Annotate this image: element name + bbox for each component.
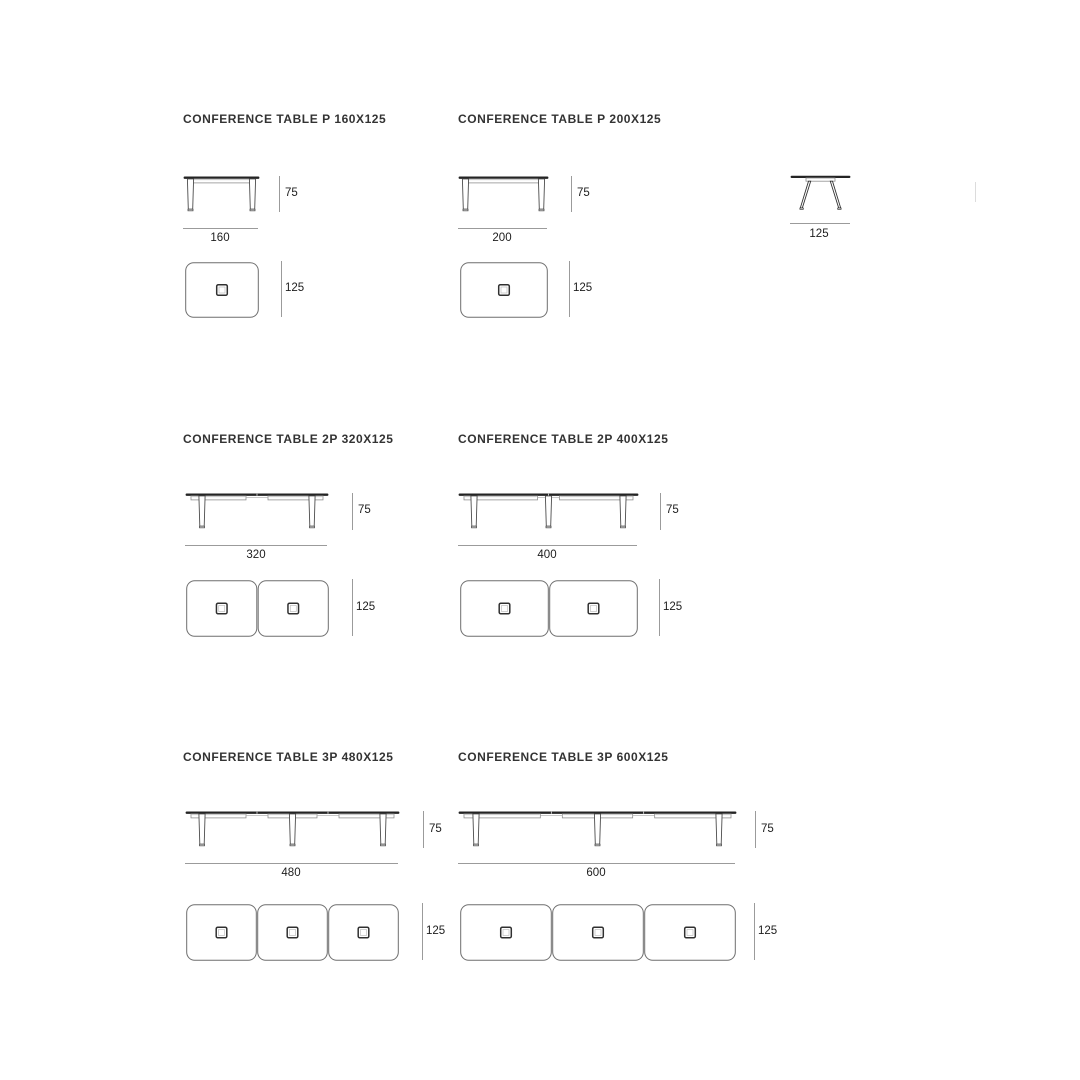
width-dimension-line [458,228,547,229]
depth-dimension-label: 125 [356,601,376,613]
height-dimension-line [423,811,424,848]
section-title: CONFERENCE TABLE 2P 400X125 [458,432,669,446]
depth-dimension-line [422,903,423,960]
height-dimension-line [755,811,756,848]
table-top-view-drawing [185,903,400,962]
width-dimension-label: 600 [586,867,606,879]
section-title: CONFERENCE TABLE P 200X125 [458,112,662,126]
table-top-view-drawing [185,579,330,638]
depth-dimension-line [281,261,282,317]
section-title: CONFERENCE TABLE 3P 480X125 [183,750,394,764]
table-front-elevation-drawing [458,493,639,530]
table-front-elevation-drawing [458,811,737,848]
table-top-view-drawing [459,903,737,962]
height-dimension-label: 75 [577,187,590,199]
height-dimension-label: 75 [666,504,679,516]
stray-mark [975,182,976,202]
width-dimension-label: 480 [281,867,301,879]
width-dimension-line [183,228,258,229]
height-dimension-label: 75 [358,504,371,516]
height-dimension-label: 75 [429,823,442,835]
height-dimension-line [279,176,280,212]
width-dimension-label: 400 [537,549,557,561]
table-front-elevation-drawing [185,811,400,848]
width-dimension-line [185,545,327,546]
width-dimension-label: 160 [210,232,230,244]
width-dimension-line [458,545,637,546]
depth-dimension-label: 125 [573,282,593,294]
width-dimension-label: 320 [246,549,266,561]
depth-dimension-label: 125 [426,925,446,937]
depth-dimension-line [790,223,850,224]
height-dimension-label: 75 [285,187,298,199]
depth-dimension-line [659,579,660,636]
table-front-elevation-drawing [458,176,549,213]
table-front-elevation-drawing [185,493,329,530]
depth-dimension-label: 125 [285,282,305,294]
table-front-elevation-drawing [183,176,260,213]
table-top-view-drawing [459,261,549,319]
depth-dimension-line [352,579,353,636]
width-dimension-line [458,863,735,864]
height-dimension-line [660,493,661,530]
section-title: CONFERENCE TABLE 3P 600X125 [458,750,669,764]
height-dimension-line [571,176,572,212]
height-dimension-line [352,493,353,530]
depth-dimension-label: 125 [758,925,778,937]
width-dimension-line [185,863,398,864]
section-title: CONFERENCE TABLE 2P 320X125 [183,432,394,446]
width-dimension-label: 200 [492,232,512,244]
section-title: CONFERENCE TABLE P 160X125 [183,112,387,126]
depth-dimension-line [754,903,755,960]
depth-dimension-label: 125 [663,601,683,613]
height-dimension-label: 75 [761,823,774,835]
depth-dimension-line [569,261,570,317]
table-side-elevation-drawing [790,175,851,211]
table-top-view-drawing [459,579,639,638]
depth-dimension-label: 125 [809,228,829,240]
table-top-view-drawing [184,261,260,319]
